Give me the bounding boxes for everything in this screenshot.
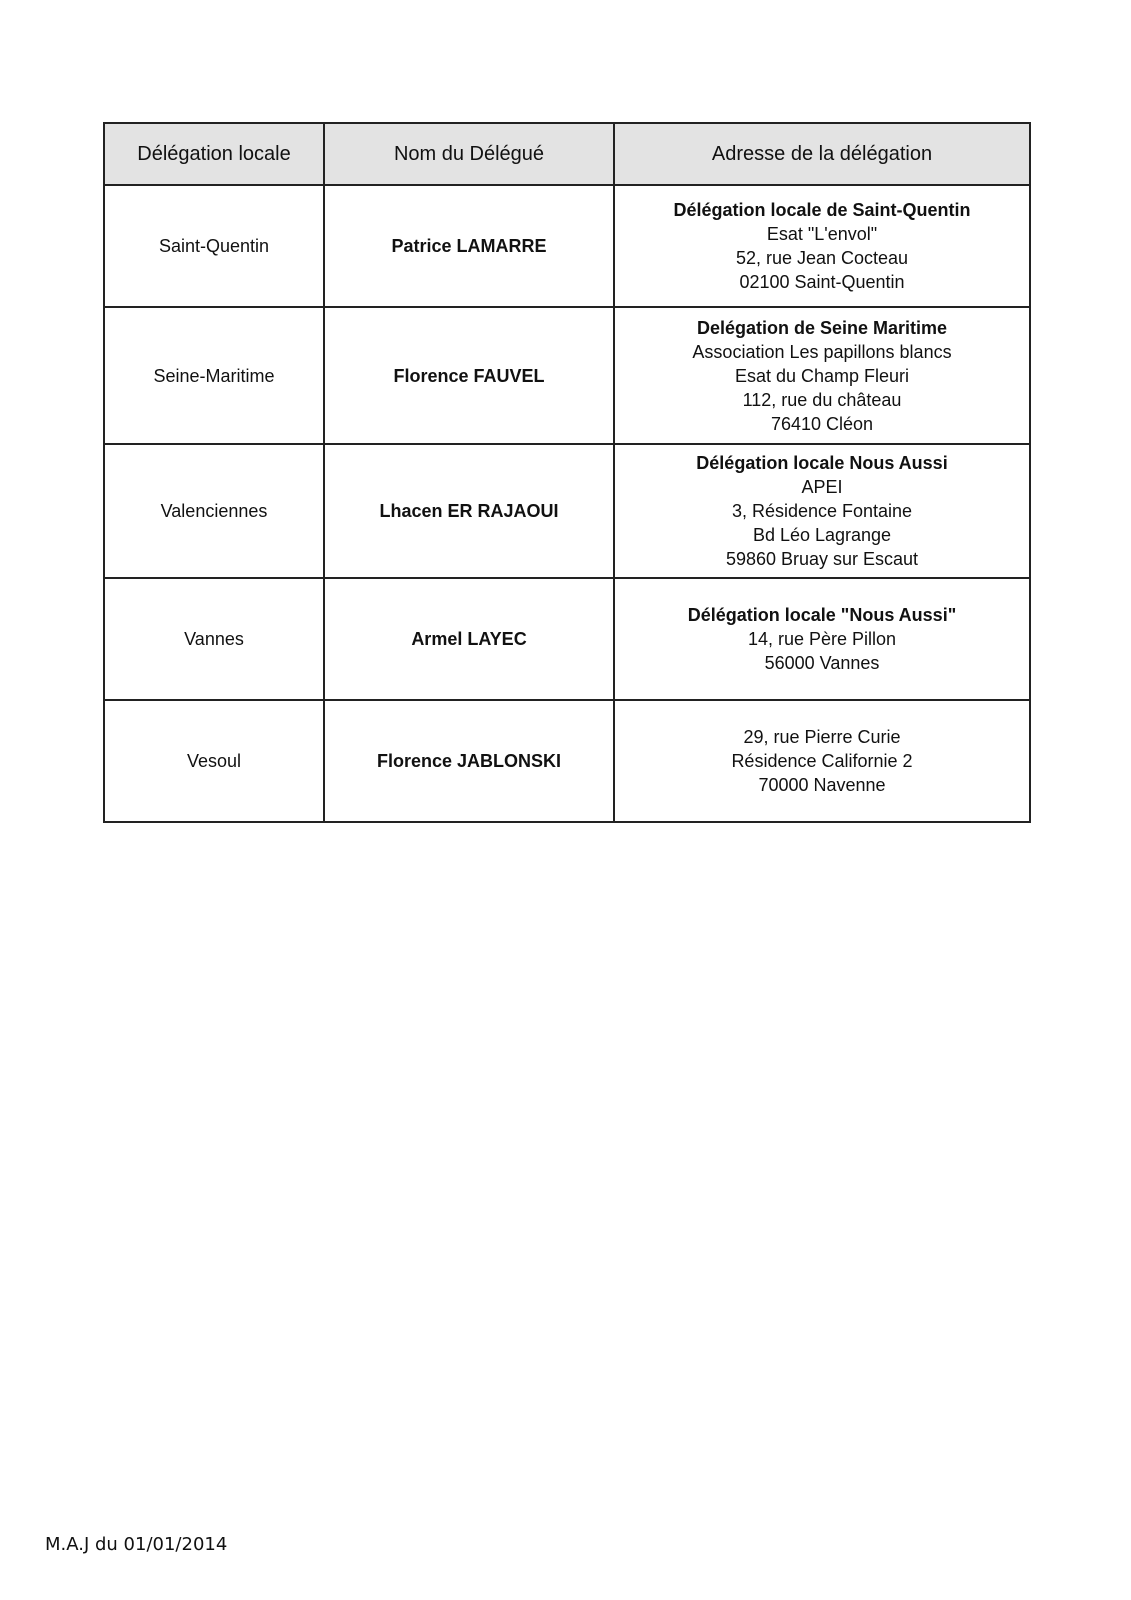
cell-address <box>614 700 1030 822</box>
address-line: Esat "L'envol" <box>766 224 878 244</box>
address-line: Bd Léo Lagrange <box>752 525 892 545</box>
address-line: 52, rue Jean Cocteau <box>735 248 909 268</box>
cell-address <box>614 444 1030 578</box>
address-line: Délégation locale de Saint-Quentin <box>673 200 971 220</box>
table-row <box>104 307 1030 444</box>
cell-delegate: Lhacen ER RAJAOUI <box>324 444 614 578</box>
address-line: 76410 Cléon <box>770 413 874 434</box>
table-header-row <box>104 123 1030 185</box>
table-row <box>104 700 1030 822</box>
cell-address <box>614 307 1030 444</box>
table-row <box>104 578 1030 700</box>
cell-address <box>614 578 1030 700</box>
address-line: Résidence Californie 2 <box>731 751 913 771</box>
address-line: Delégation de Seine Maritime <box>696 317 948 338</box>
cell-delegate: Florence FAUVEL <box>324 307 614 444</box>
cell-city: Saint-Quentin <box>104 185 324 307</box>
cell-delegate: Florence JABLONSKI <box>324 700 614 822</box>
address-line: Esat du Champ Fleuri <box>734 365 910 386</box>
address-line: Délégation locale Nous Aussi <box>696 453 948 473</box>
cell-city: Vesoul <box>104 700 324 822</box>
header-delegation-address: Adresse de la délégation <box>614 123 1030 185</box>
header-delegate-name: Nom du Délégué <box>324 123 614 185</box>
cell-city: Seine-Maritime <box>104 307 324 444</box>
address-line: 112, rue du château <box>742 389 902 410</box>
update-date-note: M.A.J du 01/01/2014 <box>45 1534 228 1555</box>
address-line: 02100 Saint-Quentin <box>739 272 905 292</box>
cell-city: Valenciennes <box>104 444 324 578</box>
address-line: 59860 Bruay sur Escaut <box>725 549 919 569</box>
cell-delegate: Patrice LAMARRE <box>324 185 614 307</box>
address-line: 29, rue Pierre Curie <box>743 727 901 747</box>
cell-city: Vannes <box>104 578 324 700</box>
cell-delegate: Armel LAYEC <box>324 578 614 700</box>
delegations-table <box>103 122 1031 823</box>
cell-address <box>614 185 1030 307</box>
header-local-delegation: Délégation locale <box>104 123 324 185</box>
address-line: Association Les papillons blancs <box>692 341 952 362</box>
address-line: 70000 Navenne <box>758 775 886 795</box>
address-line: 14, rue Père Pillon <box>747 629 897 649</box>
address-line: APEI <box>801 477 843 497</box>
address-line: Délégation locale "Nous Aussi" <box>687 605 957 625</box>
address-line: 56000 Vannes <box>764 653 880 673</box>
address-line: 3, Résidence Fontaine <box>731 501 913 521</box>
table-row <box>104 444 1030 578</box>
table-row <box>104 185 1030 307</box>
